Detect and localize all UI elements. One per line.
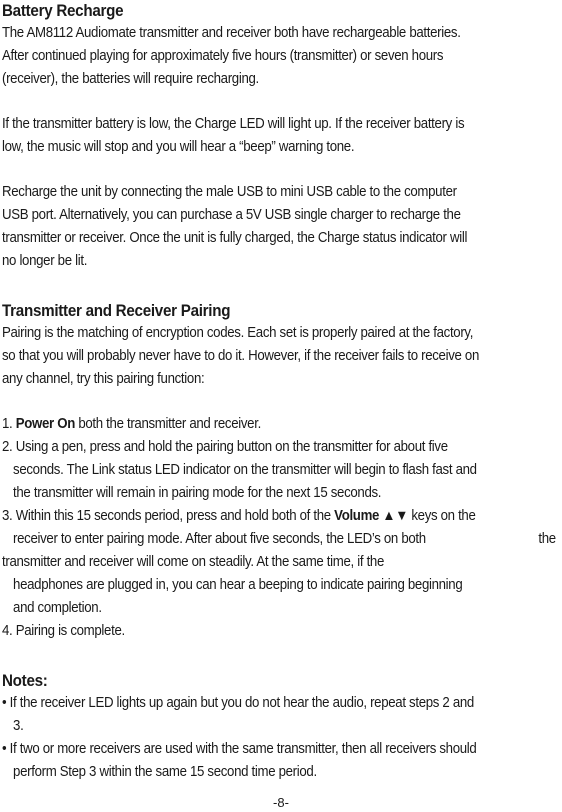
pairing-step-2-line-3: the transmitter will remain in pairing mode for the next 15 seconds. (13, 485, 382, 501)
note-1-line-1: • If the receiver LED lights up again but you do not hear the audio, repeat steps 2 and (2, 695, 474, 711)
pairing-step-2-line-1: 2. Using a pen, press and hold the pairing button on the transmitter for about five (2, 439, 448, 455)
step-3-volume-keys: Volume ▲▼ (334, 508, 408, 524)
pairing-intro-line-1: Pairing is the matching of encryption codes. Each set is properly paired at the factory, (2, 325, 474, 341)
battery-para-1-line-2: After continued playing for approximately five hours (transmitter) or seven hours (2, 48, 444, 64)
step-1-rest: both the transmitter and receiver. (74, 416, 261, 432)
battery-heading: Battery Recharge (2, 2, 124, 20)
battery-para-3-line-1: Recharge the unit by connecting the male USB to mini USB cable to the computer (2, 184, 457, 200)
pairing-step-3-line-1 (2, 505, 515, 528)
step-1-number: 1. (2, 416, 16, 432)
pairing-step-3-line-5: and completion. (13, 600, 102, 616)
battery-para-2-line-1: If the transmitter battery is low, the Charge LED will light up. If the receiver battery is (2, 116, 465, 132)
pairing-step-2-line-2: seconds. The Link status LED indicator on the transmitter will begin to flash fast and (13, 462, 477, 478)
pairing-intro-line-2: so that you will probably never have to do it. However, if the receiver fails to receive on (2, 348, 480, 364)
page-number: -8- (273, 795, 289, 810)
step-3-line-2-text: receiver to enter pairing mode. After about five seconds, the LED’s on both (13, 531, 426, 547)
pairing-step-3-line-3: transmitter and receiver will come on steadily. At the same time, if the (2, 554, 385, 570)
battery-para-1-line-3: (receiver), the batteries will require recharging. (2, 71, 259, 87)
step-3-line-2-end: the (538, 531, 556, 547)
battery-para-3-line-2: USB port. Alternatively, you can purchase a 5V USB single charger to recharge the (2, 207, 461, 223)
pairing-step-4: 4. Pairing is complete. (2, 623, 125, 639)
step-3-text-a: 3. Within this 15 seconds period, press and hold both of the (2, 508, 335, 524)
pairing-step-3-line-2 (2, 528, 556, 551)
note-2-line-2: perform Step 3 within the same 15 second time period. (13, 764, 317, 780)
pairing-heading: Transmitter and Receiver Pairing (2, 302, 231, 320)
note-2-line-1: • If two or more receivers are used with the same transmitter, then all receivers should (2, 741, 477, 757)
manual-page (2, 0, 560, 784)
pairing-step-3-line-4: headphones are plugged in, you can hear a beeping to indicate pairing beginning (13, 577, 463, 593)
step-1-power-on: Power On (15, 416, 75, 432)
battery-para-1-line-1: The AM8112 Audiomate transmitter and receiver both have rechargeable batteries. (2, 25, 461, 41)
battery-para-3-line-4: no longer be lit. (2, 253, 88, 269)
pairing-intro-line-3: any channel, try this pairing function: (2, 371, 205, 387)
battery-para-2-line-2: low, the music will stop and you will hear a “beep” warning tone. (2, 139, 355, 155)
battery-para-3-line-3: transmitter or receiver. Once the unit is fully charged, the Charge status indicator will (2, 230, 468, 246)
step-3-text-b: keys on the (407, 508, 476, 524)
pairing-step-1 (2, 413, 515, 436)
note-1-line-2: 3. (13, 718, 24, 734)
notes-heading: Notes: (2, 672, 48, 690)
